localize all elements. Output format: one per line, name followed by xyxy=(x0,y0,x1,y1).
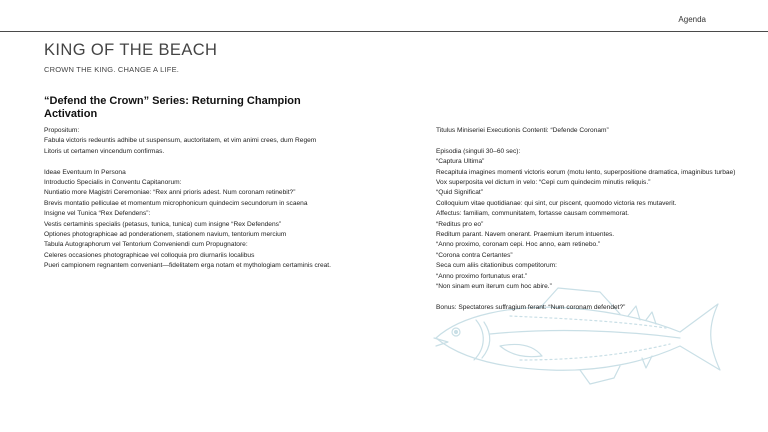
text-line: Vox superposita vel dictum in velo: “Cepi cum quindecim minutis reliquis.” xyxy=(436,179,651,187)
text-line: Vestis certaminis specialis (petasus, tunica, tunica) cum insigne “Rex Defendens” xyxy=(44,220,282,228)
text-line: “Quid Significat” xyxy=(436,189,483,197)
text-line: “Reditus pro eo” xyxy=(436,220,484,228)
text-line: Propositum: xyxy=(44,127,80,134)
left-column xyxy=(44,126,334,272)
text-line: Celeres occasiones photographicae vel colloquia pro diurnariis localibus xyxy=(44,251,255,259)
text-line: Fabula victoris redeuntis adhibe ut suspensum, auctoritatem, et vim animi crees, dum Regem Litoris ut certamen vincendum confirmas. xyxy=(44,137,317,155)
text-line: Colloquium vitae quotidianae: qui sint, cur piscent, quomodo victoria res mutaverit. xyxy=(436,199,677,207)
text-line: “Corona contra Certantes” xyxy=(436,251,513,259)
top-bar xyxy=(0,0,768,32)
text-line: “Captura Ultima” xyxy=(436,158,485,166)
text-line: Recapitula imagines momenti victoris eorum (motu lento, superpositione dramatica, imaginibus turbae) xyxy=(436,168,736,176)
text-line: Affectus: familiam, communitatem, fortasse causam commemorat. xyxy=(436,210,629,218)
text-line: Introductio Specialis in Conventu Capitanorum: xyxy=(44,179,182,187)
text-line: Pueri campionem regnantem conveniant—fidelitatem erga notam et mythologiam certaminis creat. xyxy=(44,262,331,270)
text-line: Reditum parant. Navem onerant. Praemium iterum intuentes. xyxy=(436,231,615,239)
text-line xyxy=(44,157,334,167)
right-column xyxy=(436,126,736,313)
text-line: “Anno proximo, coronam cepi. Hoc anno, eam retinebo.” xyxy=(436,241,601,249)
text-line: Tabula Autographorum vel Tentorium Conveniendi cum Propugnatore: xyxy=(44,241,248,249)
text-line: “Anno proximo fortunatus erat.” xyxy=(436,272,528,280)
brand-subtitle: CROWN THE KING. CHANGE A LIFE. xyxy=(44,65,180,74)
text-line: Ideae Eventuum In Persona xyxy=(44,168,126,176)
text-line: Insigne vel Tunica “Rex Defendens”: xyxy=(44,210,151,218)
text-line xyxy=(436,292,736,302)
section-heading: “Defend the Crown” Series: Returning Champion Activation xyxy=(44,95,301,120)
text-line: Optiones photographicae ad ponderationem, stationem navium, tentorium mercium xyxy=(44,231,287,239)
text-line: Seca cum aliis citationibus competitorum: xyxy=(436,262,557,270)
text-line: “Non sinam eum iterum cum hoc abire.” xyxy=(436,283,552,291)
text-line xyxy=(436,136,736,146)
text-line: Bonus: Spectatores suffragium ferant: “Num coronam defendet?” xyxy=(436,303,626,311)
text-line: Brevis montatio pelliculae et momentum microphonicum quindecim secundorum in scaena xyxy=(44,199,308,207)
text-line: Episodia (singuli 30–60 sec): xyxy=(436,147,521,155)
brand-title: KING OF THE BEACH xyxy=(44,41,218,59)
agenda-label: Agenda xyxy=(678,15,706,24)
text-line: Nuntiatio more Magistri Ceremoniae: “Rex anni prioris adest. Num coronam retinebit?” xyxy=(44,189,296,197)
text-line: Titulus Miniseriei Executionis Contenti: “Defende Coronam” xyxy=(436,127,609,134)
